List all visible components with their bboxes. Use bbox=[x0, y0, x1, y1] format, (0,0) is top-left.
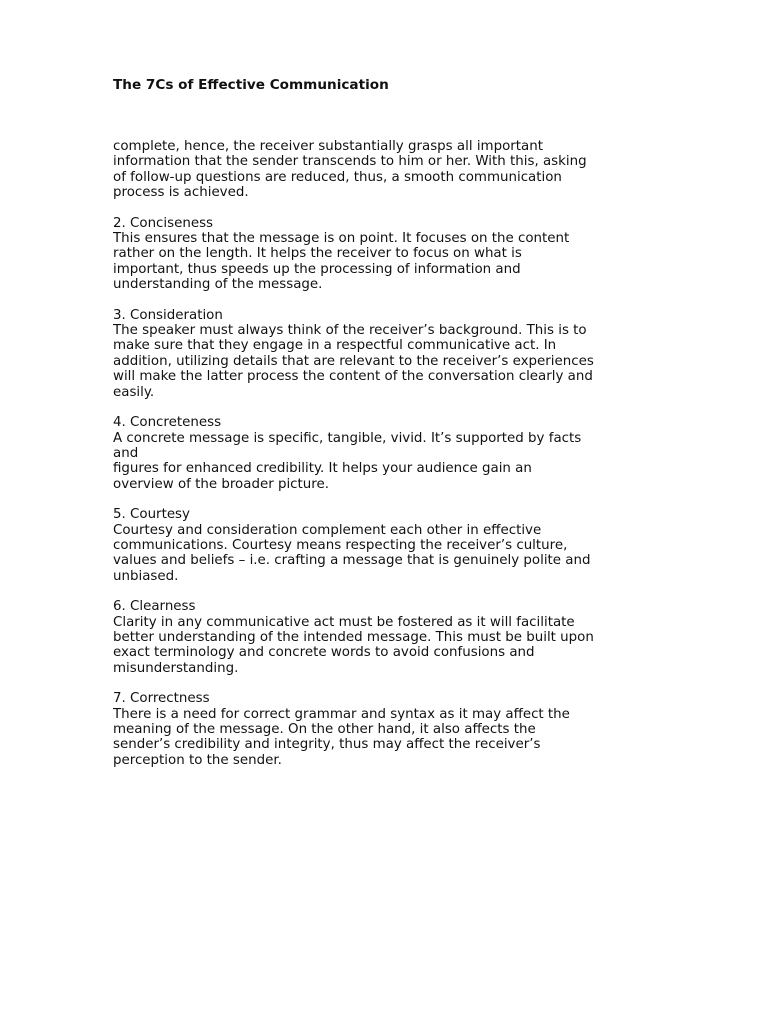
section-line: Courtesy and consideration complement each other in effective bbox=[113, 522, 542, 538]
section-line: figures for enhanced credibility. It helps your audience gain an bbox=[113, 461, 532, 477]
section-concreteness bbox=[113, 415, 673, 492]
section-line: sender’s credibility and integrity, thus may affect the receiver’s bbox=[113, 737, 541, 753]
section-line: better understanding of the intended message. This must be built upon bbox=[113, 630, 594, 645]
intro-line: process is achieved. bbox=[113, 185, 249, 201]
section-heading: 5. Courtesy bbox=[113, 507, 190, 523]
intro-line: complete, hence, the receiver substantially grasps all important bbox=[113, 139, 543, 154]
section-line: The speaker must always think of the receiver’s background. This is to bbox=[113, 323, 587, 339]
section-line: This ensures that the message is on point. It focuses on the content bbox=[113, 231, 570, 247]
section-line: misunderstanding. bbox=[113, 660, 239, 676]
section-heading: 7. Correctness bbox=[113, 691, 210, 707]
section-line: and bbox=[113, 445, 139, 461]
section-line: rather on the length. It helps the receiver to focus on what is bbox=[113, 246, 522, 262]
section-courtesy bbox=[113, 507, 673, 584]
section-line: There is a need for correct grammar and syntax as it may affect the bbox=[113, 706, 570, 722]
section-line: Clarity in any communicative act must be fostered as it will facilitate bbox=[113, 614, 575, 630]
section-heading: 6. Clearness bbox=[113, 599, 196, 615]
intro-line: of follow-up questions are reduced, thus, a smooth communication bbox=[113, 169, 562, 185]
section-clearness bbox=[113, 599, 673, 676]
section-heading: 2. Conciseness bbox=[113, 215, 214, 231]
section-consideration bbox=[113, 308, 673, 400]
section-line: communications. Courtesy means respecting the receiver’s culture, bbox=[113, 537, 568, 553]
section-line: will make the latter process the content of the conversation clearly and bbox=[113, 369, 593, 385]
section-line: A concrete message is specific, tangible, vivid. It’s supported by facts bbox=[113, 430, 582, 446]
section-line: perception to the sender. bbox=[113, 752, 282, 768]
section-line: understanding of the message. bbox=[113, 277, 323, 293]
section-line: exact terminology and concrete words to avoid confusions and bbox=[113, 645, 535, 661]
section-line: values and beliefs – i.e. crafting a message that is genuinely polite and bbox=[113, 553, 591, 569]
document-body bbox=[113, 139, 673, 783]
intro-line: information that the sender transcends to him or her. With this, asking bbox=[113, 154, 587, 170]
section-heading: 4. Concreteness bbox=[113, 415, 222, 431]
section-line: overview of the broader picture. bbox=[113, 476, 329, 492]
section-heading: 3. Consideration bbox=[113, 307, 223, 323]
section-line: meaning of the message. On the other hand, it also affects the bbox=[113, 722, 536, 738]
section-line: addition, utilizing details that are relevant to the receiver’s experiences bbox=[113, 353, 594, 369]
section-line: important, thus speeds up the processing of information and bbox=[113, 261, 521, 277]
document-title: The 7Cs of Effective Communication bbox=[113, 77, 389, 93]
section-conciseness bbox=[113, 216, 673, 293]
intro-paragraph bbox=[113, 139, 673, 200]
section-correctness bbox=[113, 691, 673, 768]
section-line: unbiased. bbox=[113, 568, 179, 584]
section-line: make sure that they engage in a respectful communicative act. In bbox=[113, 338, 557, 354]
section-line: easily. bbox=[113, 384, 155, 400]
